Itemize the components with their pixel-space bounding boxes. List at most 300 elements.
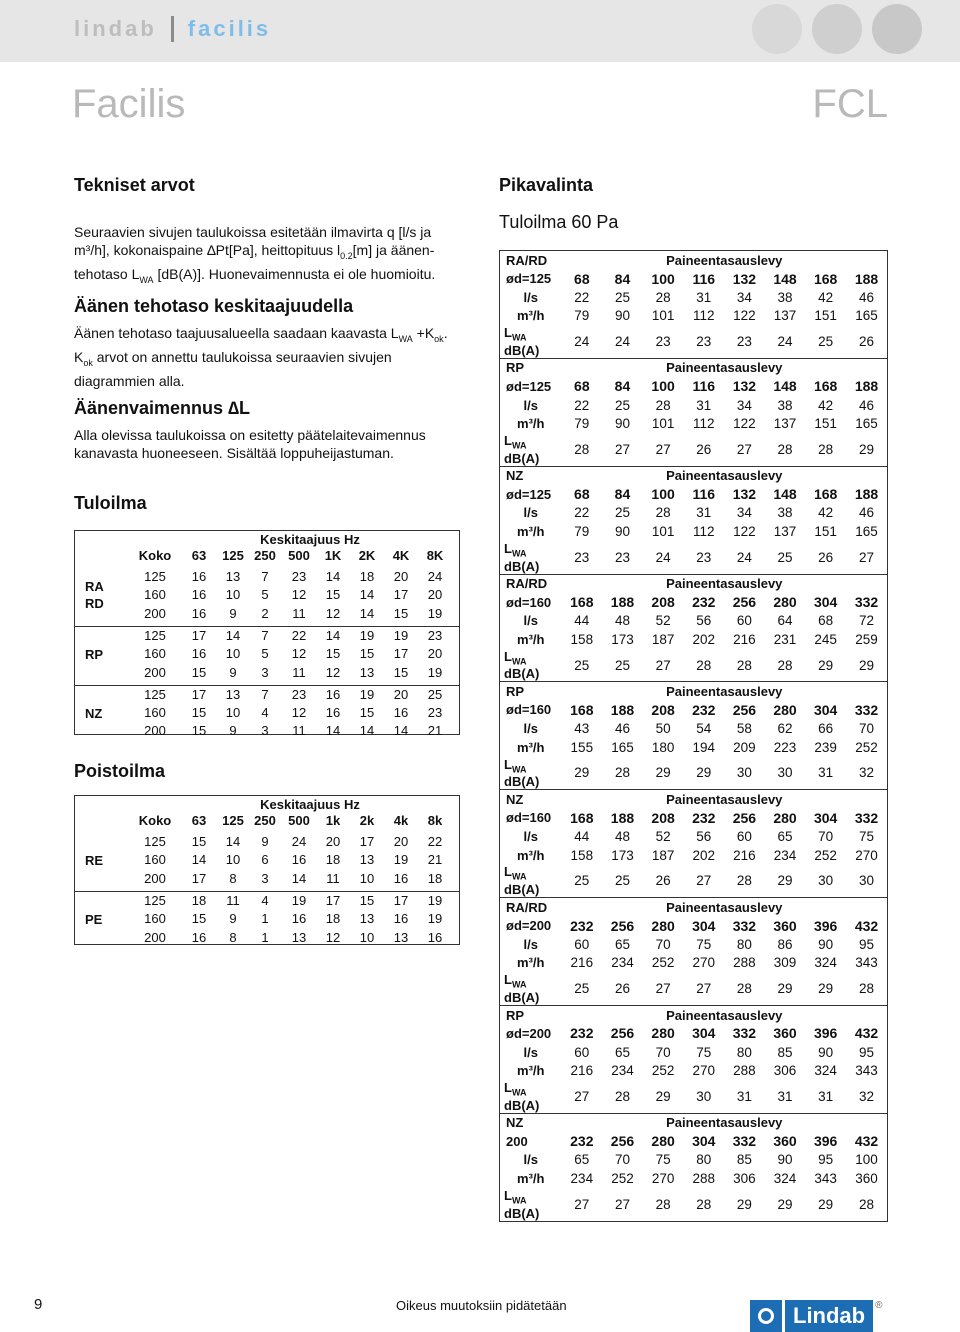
table-cell: 14	[359, 605, 375, 621]
table-cell: 18	[325, 911, 341, 927]
table-cell: 80	[696, 1152, 712, 1168]
table-cell: 38	[777, 505, 793, 521]
table-cell: 125	[144, 686, 166, 702]
table-cell: 234	[611, 1063, 634, 1079]
table-cell: 4	[261, 705, 269, 721]
table-cell: 29	[574, 765, 590, 781]
table-cell: 29	[818, 1196, 834, 1212]
table-cell: 65	[777, 828, 793, 844]
supply-table	[74, 530, 460, 739]
table-cell: 306	[733, 1171, 756, 1187]
table-cell: 18	[427, 870, 443, 886]
table-cell: 15	[191, 911, 207, 927]
table-cell: 13	[291, 929, 307, 945]
table-cell: 80	[736, 1044, 752, 1060]
table-cell: 14	[291, 870, 307, 886]
table-row	[500, 1188, 888, 1221]
table-cell: 8	[229, 929, 237, 945]
table-cell: 60	[574, 936, 590, 952]
table-cell: 256	[732, 701, 757, 718]
table-cell: 29	[696, 765, 712, 781]
table-cell: 28	[614, 765, 630, 781]
table-cell: 23	[736, 334, 752, 350]
table-cell: 252	[855, 739, 878, 755]
table-cell: 231	[773, 631, 797, 647]
table-row	[500, 414, 888, 433]
table-cell: 148	[773, 378, 797, 395]
table-cell: 304	[692, 1025, 716, 1042]
table-cell: 165	[611, 739, 634, 755]
table-cell: 122	[733, 524, 756, 540]
table-cell: 42	[818, 397, 834, 413]
table-row	[500, 630, 888, 649]
row-label: ød=200	[506, 918, 552, 934]
table-cell: 23	[291, 686, 307, 702]
table-row	[500, 269, 888, 288]
table-cell: 137	[773, 308, 797, 324]
table-cell: 16	[393, 911, 409, 927]
table-cell: 14	[393, 723, 409, 739]
quick-title: Pikavalinta	[499, 175, 594, 195]
table-cell: 23	[696, 549, 712, 565]
table-row	[500, 701, 888, 720]
table-row	[500, 682, 888, 701]
table-cell: 27	[736, 441, 752, 457]
table-cell: 432	[854, 1025, 879, 1042]
table-cell: 332	[732, 1133, 757, 1150]
table-cell: 256	[610, 1025, 635, 1042]
table-cell: 10	[225, 705, 241, 721]
table-cell: 306	[773, 1063, 797, 1079]
table-cell: 16	[191, 646, 207, 662]
table-cell: 75	[858, 828, 874, 844]
table-cell: 19	[427, 664, 443, 680]
table-cell: 46	[858, 289, 874, 305]
table-cell: 101	[651, 308, 675, 324]
heading-supply: Tuloilma	[74, 493, 147, 513]
table-cell: 25	[614, 505, 630, 521]
table-cell: 13	[359, 664, 375, 680]
table-cell: 304	[692, 917, 716, 934]
table-cell: 20	[427, 587, 443, 603]
table-row	[500, 972, 888, 1005]
table-row	[500, 1061, 888, 1080]
table-row	[500, 541, 888, 574]
table-cell: 14	[191, 852, 207, 868]
exhaust-table	[74, 795, 460, 945]
lindab-logo	[750, 1300, 882, 1332]
table-cell: 64	[777, 613, 793, 629]
table-cell: 188	[610, 594, 635, 611]
table-cell: 90	[818, 1044, 834, 1060]
table-cell: 32	[858, 1088, 874, 1104]
table-cell: 332	[854, 594, 879, 611]
table-cell: 12	[291, 646, 307, 662]
table-cell: 155	[570, 739, 594, 755]
row-label: m³/h	[517, 308, 545, 324]
table-cell: 16	[191, 587, 207, 603]
table-cell: 252	[651, 1063, 675, 1079]
table-row	[500, 1080, 888, 1113]
table-cell: 28	[818, 441, 834, 457]
row-label: RA/RD	[500, 898, 562, 917]
group-label: RA RD	[85, 579, 104, 612]
table-cell: 15	[359, 705, 375, 721]
table-cell: 9	[229, 664, 237, 680]
row-label: NZ	[500, 1113, 562, 1132]
table-cell: 28	[655, 397, 671, 413]
table-cell: 28	[655, 289, 671, 305]
table-cell: 28	[736, 657, 752, 673]
table-cell: 29	[736, 1196, 752, 1212]
table-cell: 22	[574, 505, 590, 521]
table-cell: 50	[655, 721, 671, 737]
table-cell: 15	[191, 834, 207, 849]
circle-icon	[872, 4, 922, 54]
table-cell: 432	[854, 917, 879, 934]
table-cell: 13	[393, 929, 409, 945]
heading-exhaust: Poistoilma	[74, 761, 166, 781]
table-cell: 9	[229, 605, 237, 621]
table-cell: 200	[144, 929, 166, 945]
table-cell: 280	[773, 809, 797, 826]
row-label: RA/RD	[506, 252, 548, 268]
table-row	[500, 611, 888, 630]
table-cell: 27	[655, 441, 671, 457]
table-cell: 31	[696, 505, 712, 521]
col-header: 125	[222, 548, 244, 563]
table-cell: 25	[614, 657, 630, 673]
table-cell: 15	[393, 605, 409, 621]
footer-note: Oikeus muutoksiin pidätetään	[396, 1298, 567, 1313]
ps-label: Paineentasauslevy	[562, 358, 888, 377]
table-cell: 158	[570, 631, 594, 647]
col-header: 1K	[324, 548, 342, 563]
table-cell: 10	[225, 646, 241, 662]
table-cell: 232	[692, 701, 716, 718]
table-cell: 24	[291, 834, 307, 849]
table-cell: 70	[614, 1152, 630, 1168]
table-cell: 70	[655, 936, 671, 952]
heading-attenuation: Äänenvaimennus ∆L	[74, 398, 251, 418]
table-cell: 122	[733, 308, 756, 324]
table-row	[500, 808, 888, 827]
table-row	[500, 954, 888, 973]
table-cell: 9	[229, 723, 237, 739]
row-label: $L_{WA}$ dB(A)	[504, 972, 540, 1005]
table-cell: 28	[858, 1196, 874, 1212]
table-cell: 100	[855, 1152, 878, 1168]
table-cell: 168	[813, 486, 838, 503]
table-cell: 22	[574, 397, 590, 413]
table-cell: 48	[614, 828, 630, 844]
circle-icon	[752, 4, 802, 54]
product-code: FCL	[812, 82, 888, 126]
table-cell: 165	[855, 308, 878, 324]
table-cell: 160	[144, 587, 166, 603]
table-cell: 46	[614, 721, 630, 737]
table-cell: 216	[733, 847, 756, 863]
table-cell: 17	[393, 646, 409, 662]
table-cell: 84	[614, 378, 631, 395]
table-row	[500, 790, 888, 809]
table-cell: 343	[814, 1171, 837, 1187]
col-header: 2k	[359, 813, 375, 828]
table-cell: 256	[732, 594, 757, 611]
table-cell: 70	[858, 721, 874, 737]
table-cell: 84	[614, 270, 631, 287]
table-cell: 19	[393, 852, 409, 868]
table-cell: 22	[427, 834, 443, 849]
table-cell: 200	[144, 870, 166, 886]
table-cell: 25	[614, 873, 630, 889]
table-cell: 42	[818, 505, 834, 521]
table-cell: 31	[777, 1088, 793, 1104]
table-row	[500, 1005, 888, 1024]
table-cell: 158	[570, 847, 594, 863]
table-row	[500, 307, 888, 326]
table-cell: 22	[291, 627, 307, 643]
row-label: $L_{WA}$ dB(A)	[504, 325, 540, 358]
table-cell: 188	[854, 270, 879, 287]
table-cell: 27	[614, 1196, 630, 1212]
table-cell: 16	[393, 705, 409, 721]
col-header: 8k	[427, 813, 443, 828]
decor-circles	[752, 4, 922, 54]
table-cell: 25	[427, 686, 443, 702]
table-cell: 25	[574, 981, 590, 997]
table-cell: 232	[692, 809, 716, 826]
table-cell: 68	[574, 486, 590, 503]
table-cell: 26	[696, 441, 712, 457]
table-cell: 151	[814, 308, 837, 324]
table-cell: 132	[732, 378, 757, 395]
text-attenuation: Alla olevissa taulukoissa on esitetty päätelaitevaimennus kanavasta huoneeseen. Sisältää loppuheijastuman.	[74, 427, 426, 461]
table-cell: 19	[291, 892, 307, 908]
table-row	[500, 916, 888, 935]
table-cell: 232	[570, 1133, 594, 1150]
table-cell: 30	[736, 765, 752, 781]
table-cell: 29	[818, 657, 834, 673]
table-cell: 27	[696, 981, 712, 997]
table-cell: 17	[393, 587, 409, 603]
table-cell: 16	[191, 605, 207, 621]
col-header: 2K	[358, 548, 376, 563]
table-cell: 432	[854, 1133, 879, 1150]
table-cell: 12	[325, 664, 341, 680]
col-header: Koko	[138, 813, 172, 828]
table-cell: 332	[732, 917, 757, 934]
table-cell: 14	[325, 723, 341, 739]
table-cell: 1	[261, 911, 269, 927]
table-cell: 14	[359, 723, 375, 739]
row-label: m³/h	[517, 739, 545, 755]
table-cell: 31	[818, 1088, 834, 1104]
table-cell: 137	[773, 416, 797, 432]
table-cell: 304	[692, 1133, 716, 1150]
table-cell: 20	[393, 834, 409, 849]
row-label: $L_{WA}$ dB(A)	[504, 1188, 540, 1221]
table-cell: 19	[427, 911, 443, 927]
table-cell: 216	[570, 1063, 594, 1079]
table-cell: 10	[359, 929, 375, 945]
table-row	[500, 466, 888, 485]
table-cell: 304	[813, 594, 838, 611]
table-cell: 52	[655, 828, 671, 844]
table-cell: 34	[736, 505, 752, 521]
table-cell: 208	[651, 809, 675, 826]
table-cell: 15	[191, 664, 207, 680]
table-cell: 28	[736, 981, 752, 997]
table-cell: 29	[777, 981, 793, 997]
table-row	[500, 522, 888, 541]
heading-tech: Tekniset arvot	[74, 175, 195, 195]
table-cell: 15	[359, 646, 375, 662]
table-cell: 188	[610, 809, 635, 826]
table-cell: 72	[858, 613, 874, 629]
table-cell: 17	[359, 834, 375, 849]
quick-selection-table	[499, 250, 888, 1222]
table-cell: 232	[570, 1025, 594, 1042]
table-cell: 160	[144, 852, 166, 868]
table-cell: 31	[736, 1088, 752, 1104]
table-row	[500, 738, 888, 757]
table-cell: 13	[359, 911, 375, 927]
row-label: l/s	[523, 397, 538, 413]
brand-facilis: facilis	[187, 16, 272, 41]
table-cell: 52	[655, 613, 671, 629]
table-cell: 28	[574, 441, 590, 457]
table-cell: 65	[614, 1044, 630, 1060]
table-cell: 65	[614, 936, 630, 952]
table-cell: 28	[777, 441, 793, 457]
table-cell: 14	[225, 834, 241, 849]
table-cell: 360	[855, 1171, 878, 1187]
table-cell: 101	[651, 524, 675, 540]
table-cell: 25	[614, 397, 630, 413]
table-cell: 188	[610, 701, 635, 718]
table-cell: 396	[813, 917, 838, 934]
table-cell: 90	[614, 308, 630, 324]
table-cell: 304	[813, 701, 838, 718]
table-cell: 79	[574, 416, 590, 432]
table-cell: 25	[614, 289, 630, 305]
table-cell: 168	[813, 378, 838, 395]
table-row	[500, 1043, 888, 1062]
table-cell: 239	[814, 739, 837, 755]
table-cell: 256	[732, 809, 757, 826]
table-row	[500, 1169, 888, 1188]
table-cell: 12	[325, 929, 341, 945]
table-cell: 13	[225, 686, 241, 702]
table-cell: 16	[191, 569, 207, 584]
table-cell: 256	[610, 1133, 635, 1150]
table-row	[500, 433, 888, 466]
table-cell: 14	[325, 569, 341, 584]
table-cell: 28	[696, 1196, 712, 1212]
table-cell: 324	[814, 955, 837, 971]
table-cell: 31	[696, 289, 712, 305]
row-label: $L_{WA}$ dB(A)	[504, 1080, 540, 1113]
row-label: m³/h	[517, 416, 545, 432]
table-cell: 7	[261, 686, 269, 702]
table-cell: 4	[261, 892, 269, 908]
brand	[74, 16, 271, 42]
table-cell: 84	[614, 486, 631, 503]
table-cell: 160	[144, 911, 166, 927]
group-label: PE	[85, 911, 103, 927]
table-cell: 15	[325, 587, 341, 603]
table-cell: 173	[611, 847, 634, 863]
table-cell: 70	[818, 828, 834, 844]
table-row	[500, 377, 888, 396]
table-cell: 332	[854, 809, 879, 826]
table-cell: 280	[651, 1133, 675, 1150]
row-label: RP	[500, 358, 562, 377]
table-cell: 75	[696, 936, 712, 952]
row-label: m³/h	[517, 847, 545, 863]
brand-divider	[171, 16, 174, 42]
quick-subtitle: Tuloilma 60 Pa	[499, 212, 619, 232]
table-cell: 25	[574, 873, 590, 889]
circle-icon	[812, 4, 862, 54]
table-row	[500, 325, 888, 358]
table-cell: 68	[818, 613, 834, 629]
table-cell: 90	[614, 524, 630, 540]
table-cell: 86	[777, 936, 793, 952]
table-cell: 34	[736, 397, 752, 413]
row-label: l/s	[523, 505, 538, 521]
table-cell: 90	[614, 416, 630, 432]
row-label: $L_{WA}$ dB(A)	[504, 864, 540, 898]
table-cell: 252	[651, 955, 675, 971]
table-cell: 148	[773, 486, 797, 503]
table-cell: 27	[574, 1088, 590, 1104]
row-label: m³/h	[517, 524, 545, 540]
table-cell: 112	[692, 416, 715, 432]
header-bar	[0, 0, 960, 62]
table-cell: 252	[814, 847, 837, 863]
row-label: $L_{WA}$ dB(A)	[504, 540, 540, 574]
table-row	[500, 757, 888, 790]
table-cell: 304	[813, 809, 838, 826]
table-cell: 79	[574, 524, 590, 540]
row-label: l/s	[523, 1044, 538, 1060]
table-cell: 168	[570, 594, 594, 611]
table-row	[500, 574, 888, 593]
table-cell: 116	[692, 486, 716, 503]
table-cell: 112	[692, 308, 715, 324]
table-cell: 14	[225, 627, 241, 643]
table-cell: 7	[261, 569, 269, 584]
table-cell: 44	[574, 828, 590, 844]
table-cell: 12	[291, 587, 307, 603]
table-cell: 11	[292, 605, 306, 621]
table-cell: 21	[427, 852, 443, 868]
table-cell: 188	[854, 486, 879, 503]
table-cell: 8	[229, 870, 237, 886]
table-cell: 3	[261, 870, 269, 886]
table-cell: 65	[574, 1152, 590, 1168]
table-cell: 23	[291, 569, 307, 584]
table-cell: 188	[854, 378, 879, 395]
table-cell: 70	[655, 1044, 671, 1060]
table-cell: 14	[325, 627, 341, 643]
table-cell: 11	[292, 664, 306, 680]
table-cell: 11	[326, 870, 340, 886]
table-row	[500, 485, 888, 504]
table-cell: 28	[655, 1196, 671, 1212]
